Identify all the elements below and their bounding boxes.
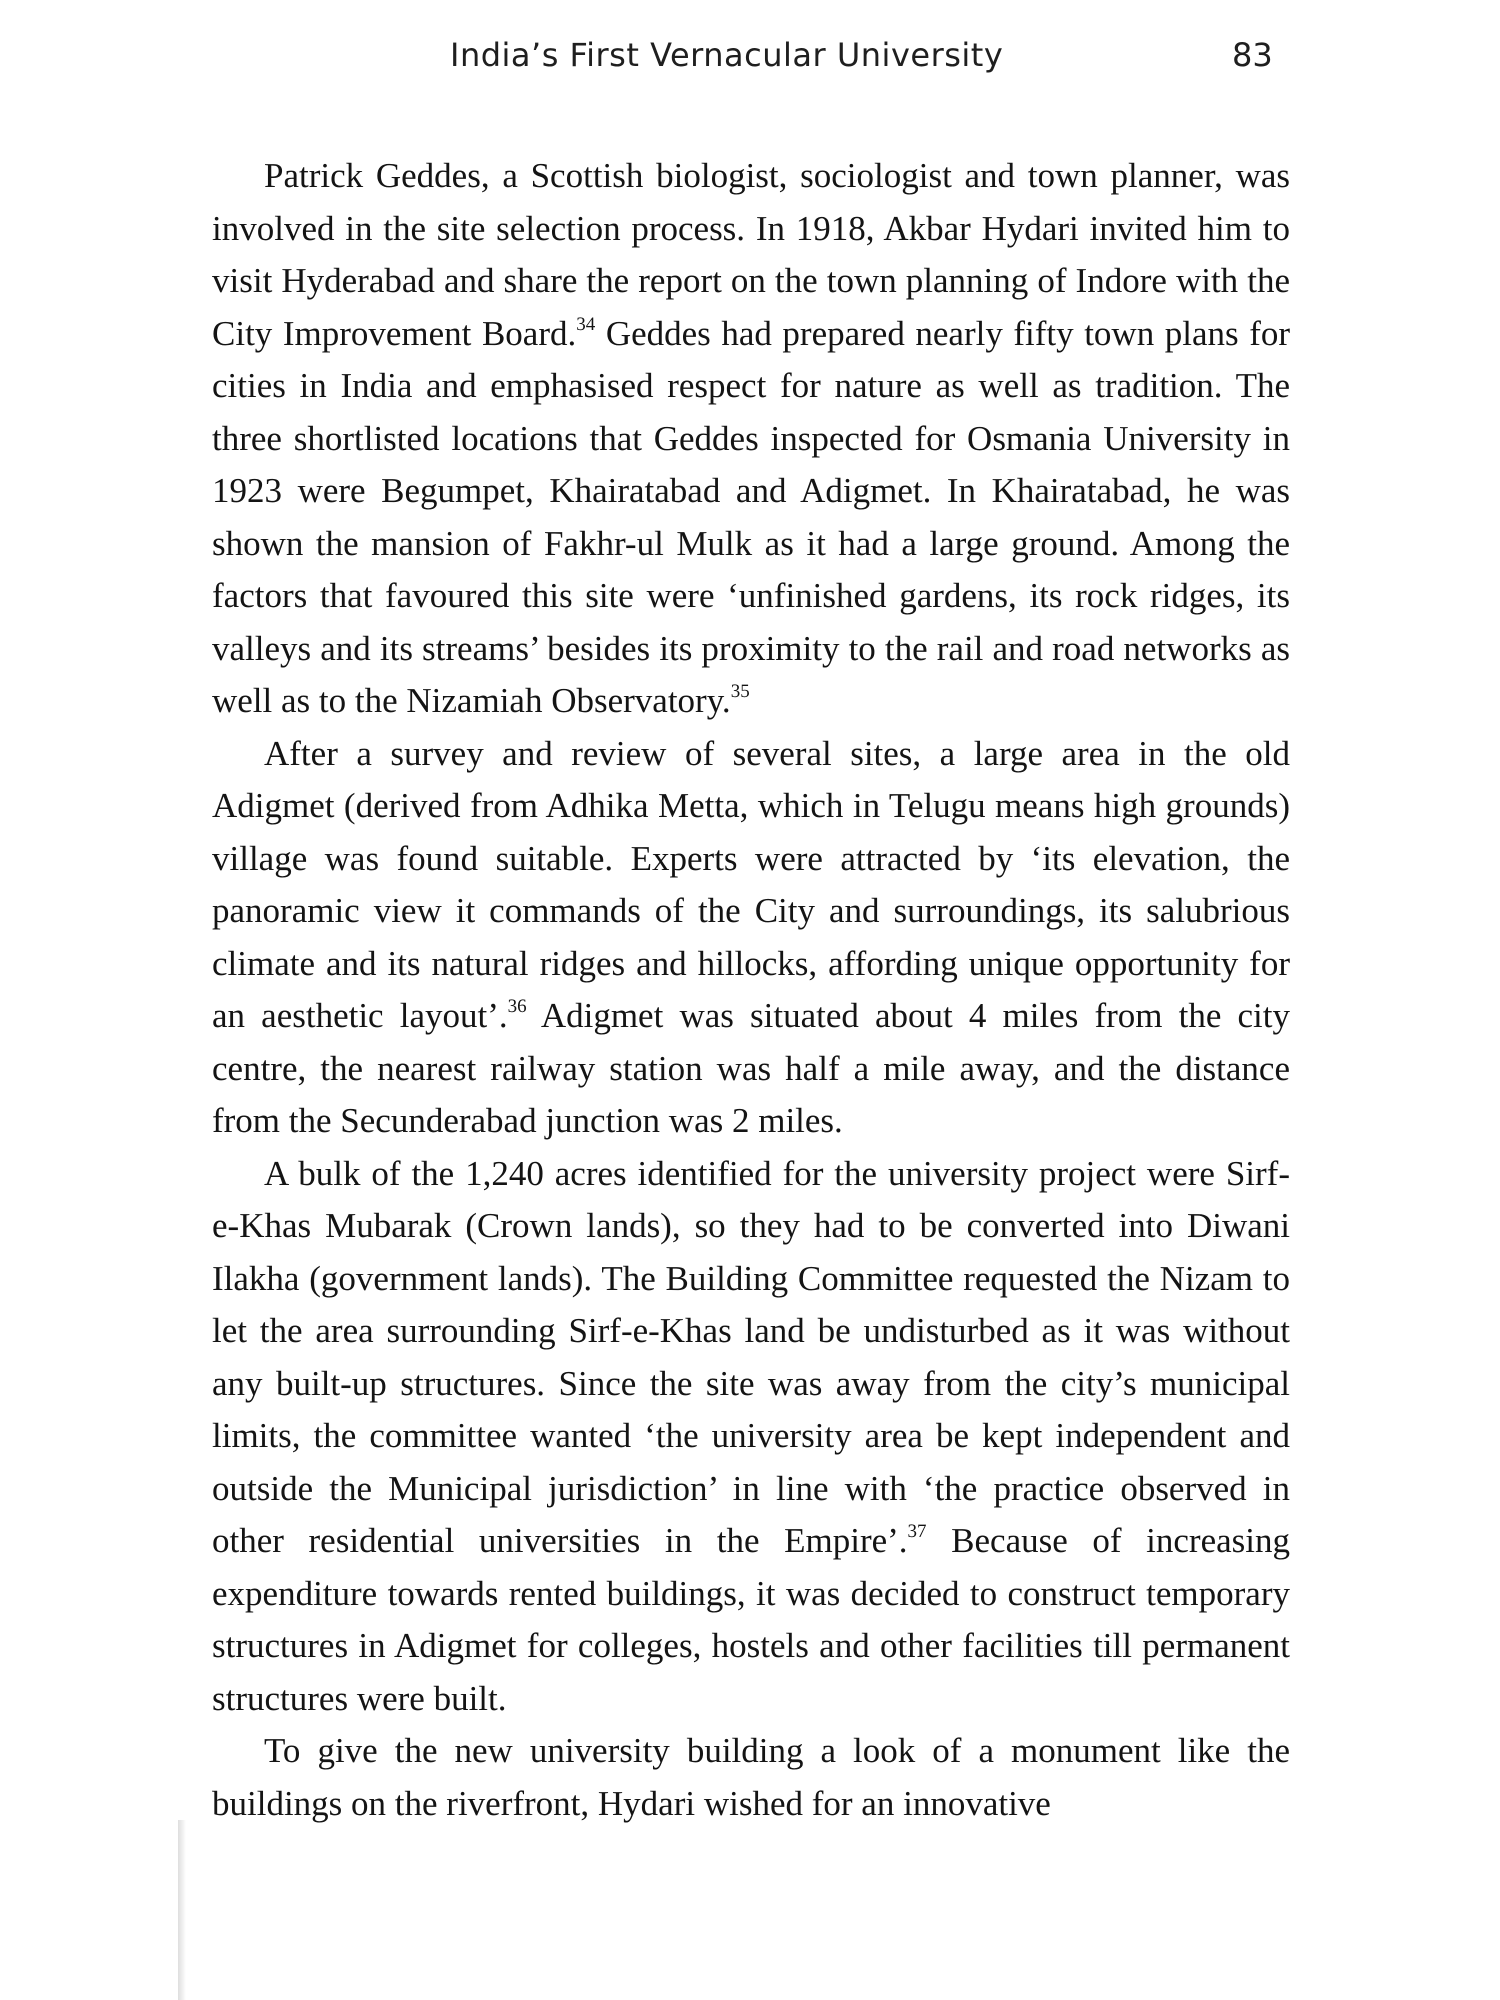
text-segment: Patrick Geddes, a Scottish biologist, sociologist and town planner, was involved in the site selection process. In 1918, Akbar Hydari invited him to visit Hyderabad and share the report on the town planning of Indore with the City Improvement Board. xyxy=(212,156,1290,353)
body-text xyxy=(212,150,1290,1830)
text-segment: A bulk of the 1,240 acres identified for the university project were Sirf-e-Khas Mubarak (Crown lands), so they had to be converted into Diwani Ilakha (government lands). The Building Committee requested the Nizam to let the area surrounding Sirf-e-Khas land be undisturbed as it was without any built-up structures. Since the site was away from the city’s municipal limits, the committee wanted ‘the university area be kept independent and outside the Municipal jurisdiction’ in line with ‘the practice observed in other residential universities in the Empire’. xyxy=(212,1153,1290,1560)
page-number: 83 xyxy=(1232,36,1273,74)
text-segment: To give the new university building a look of a monument like the buildings on the riverfront, Hydari wished for an innovative xyxy=(212,1731,1290,1823)
paragraph xyxy=(212,728,1290,1148)
text-segment: Because of increasing expenditure towards rented buildings, it was decided to construct temporary structures in Adigmet for colleges, hostels and other facilities till permanent structures were built. xyxy=(212,1521,1290,1718)
text-segment: Adigmet was situated about 4 miles from the city centre, the nearest railway station was half a mile away, and the distance from the Secunderabad junction was 2 miles. xyxy=(212,996,1291,1140)
footnote-marker: 37 xyxy=(907,1521,927,1543)
footnote-marker: 35 xyxy=(730,681,750,703)
page-gutter-shadow xyxy=(178,1820,186,2000)
text-segment: Geddes had prepared nearly fifty town plans for cities in India and emphasised respect for nature as well as tradition. The three shortlisted locations that Geddes inspected for Osmania University in 1923 were Begumpet, Khairatabad and Adigmet. In Khairatabad, he was shown the mansion of Fakhr-ul Mulk as it had a large ground. Among the factors that favoured this site were ‘unfinished gardens, its rock ridges, its valleys and its streams’ besides its proximity to the rail and road networks as well as to the Nizamiah Observatory. xyxy=(212,313,1291,720)
text-segment: After a survey and review of several sites, a large area in the old Adigmet (derived from Adhika Metta, which in Telugu means high grounds) village was found suitable. Experts were attracted by ‘its elevation, the panoramic view it commands of the City and surroundings, its salubrious climate and its natural ridges and hillocks, affording unique opportunity for an aesthetic layout’. xyxy=(212,733,1290,1035)
paragraph xyxy=(212,150,1290,728)
paragraph xyxy=(212,1148,1290,1726)
footnote-marker: 36 xyxy=(507,996,527,1018)
running-title: India’s First Vernacular University xyxy=(450,36,1004,74)
paragraph xyxy=(212,1725,1290,1830)
footnote-marker: 34 xyxy=(576,313,596,335)
running-header xyxy=(0,36,1500,86)
